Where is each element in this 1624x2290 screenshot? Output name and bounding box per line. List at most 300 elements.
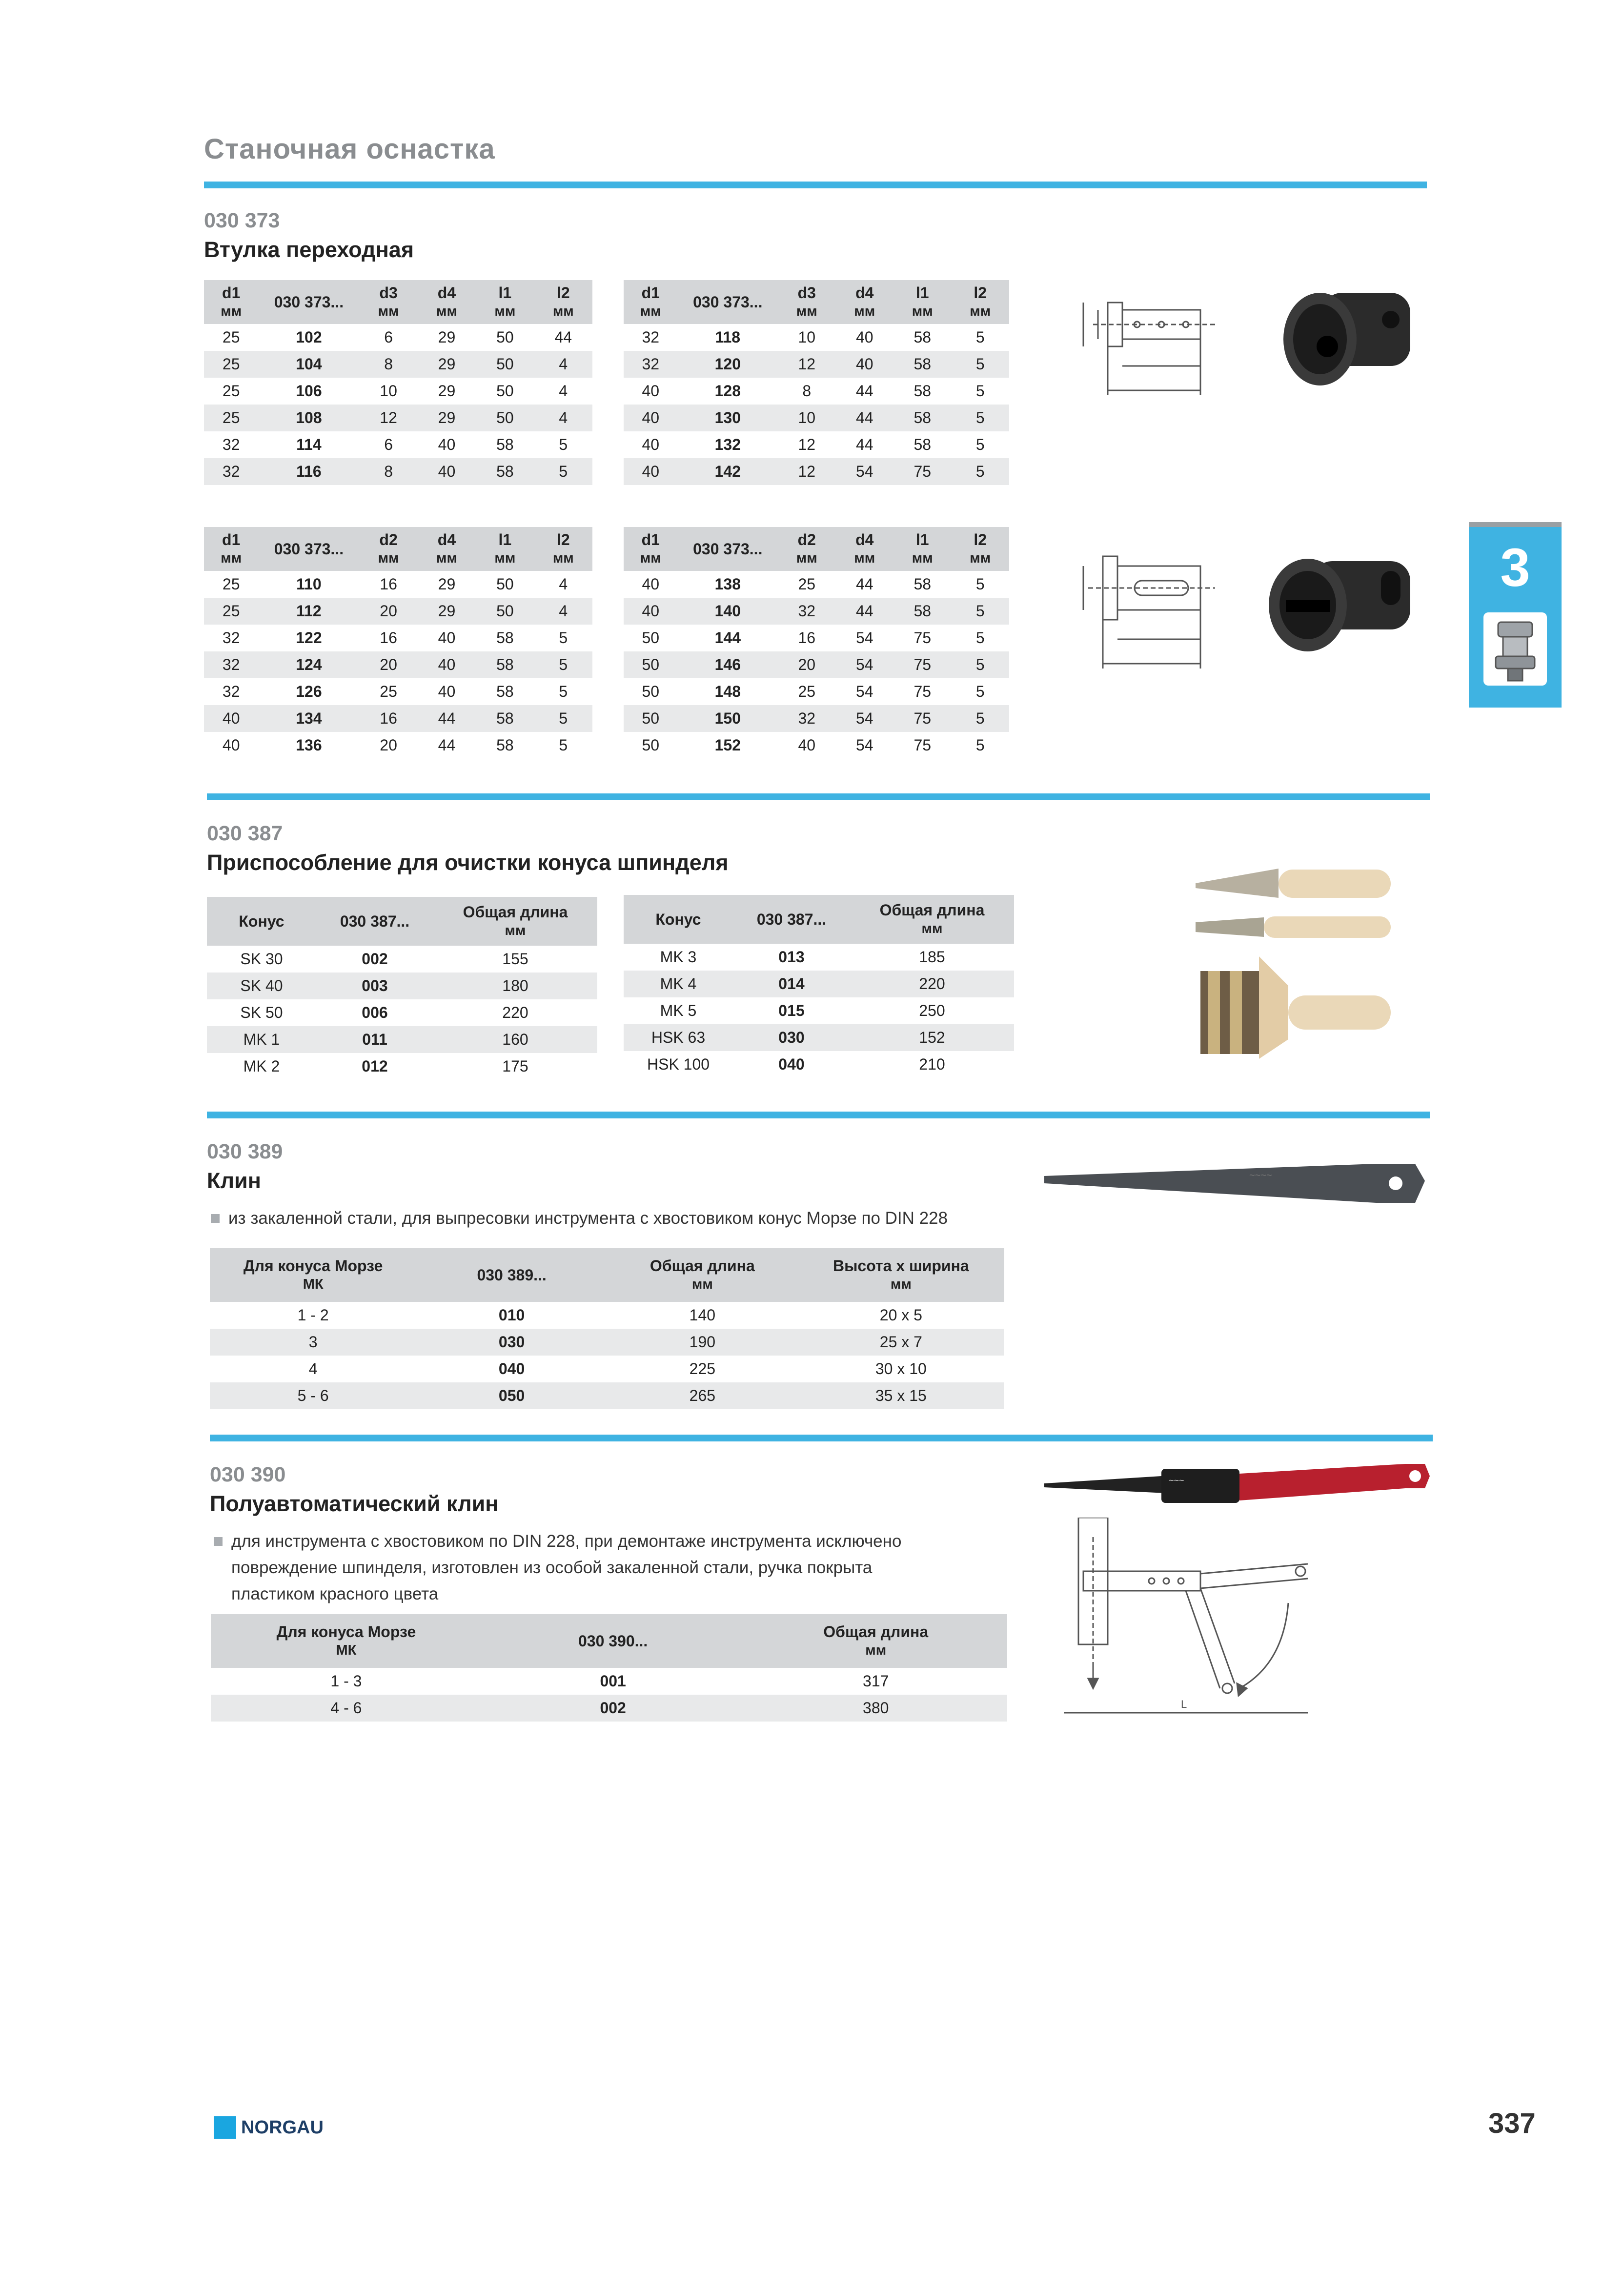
table-cell: 50 [496, 328, 514, 346]
column-header: Конус [624, 895, 733, 944]
table-cell: 010 [498, 1306, 525, 1324]
table-cell: 50 [624, 651, 678, 678]
table-cell: 16 [380, 575, 397, 593]
table-cell: 380 [744, 1695, 1007, 1722]
semi-auto-drift-drawing [1054, 1518, 1322, 1737]
table-cell: 128 [714, 382, 741, 400]
table-cell: 54 [835, 705, 893, 732]
table-cell: 58 [893, 351, 952, 378]
table-cell: 10 [798, 328, 816, 346]
table-cell: 40 [855, 328, 873, 346]
table-cell: 030 [416, 1329, 607, 1356]
chapter-tab-top-rule [1469, 522, 1562, 527]
table-cell: 8 [359, 458, 417, 485]
table-cell: 44 [554, 328, 572, 346]
table-row [624, 431, 1009, 458]
table-cell: 1 - 2 [297, 1306, 329, 1324]
table-cell: 75 [914, 629, 932, 647]
table-cell: 160 [433, 1026, 597, 1053]
sleeve-drawing-2 [1049, 542, 1225, 693]
table-cell: 5 [534, 458, 592, 485]
column-header: d4 мм [418, 280, 476, 324]
section-390-desc-1: для инструмента с хвостовиком по DIN 228, при демонтаже инструмента исключено [231, 1532, 902, 1551]
table-cell: 220 [502, 1004, 528, 1021]
table-row [624, 732, 1009, 759]
table-cell: 5 [951, 651, 1009, 678]
section-390-name: Полуавтоматический клин [210, 1491, 499, 1516]
table-cell: 4 [559, 382, 568, 400]
column-header: d4 мм [835, 527, 893, 571]
table-cell: 102 [296, 328, 322, 346]
table-cell: 136 [296, 736, 322, 754]
table-cell: 40 [418, 458, 476, 485]
sleeve-table-4 [624, 527, 1009, 759]
column-header: l2 мм [951, 527, 1009, 571]
table-cell: 50 [476, 598, 534, 625]
table-cell: 25 [204, 351, 258, 378]
table-cell: MK 5 [660, 1002, 697, 1019]
table-row [211, 1668, 1007, 1695]
table-cell: 12 [778, 458, 836, 485]
table-cell: 5 - 6 [210, 1382, 416, 1409]
table-cell: 144 [714, 629, 741, 647]
section-390-code: 030 390 [210, 1463, 286, 1486]
table-cell: 58 [914, 328, 932, 346]
table-cell: 25 [222, 382, 240, 400]
column-header: d3 мм [778, 280, 836, 324]
table-cell: 4 [534, 598, 592, 625]
column-header: l2 мм [951, 280, 1009, 324]
section-389-desc: из закаленной стали, для выпресовки инструмента с хвостовиком конус Морзе по DIN 228 [228, 1209, 948, 1228]
table-cell: 5 [534, 651, 592, 678]
table-cell: SK 30 [240, 950, 283, 968]
section-390-desc-3: пластиком красного цвета [231, 1584, 439, 1603]
column-header: d3 мм [359, 280, 417, 324]
table-cell: 16 [380, 629, 397, 647]
table-cell: 5 [951, 458, 1009, 485]
table-cell: 5 [975, 629, 985, 647]
table-cell: 001 [600, 1672, 626, 1690]
table-cell: 4 [559, 575, 568, 593]
column-header: l1 мм [476, 280, 534, 324]
sleeve-drawing-1 [1064, 273, 1225, 425]
table-cell: 4 [534, 405, 592, 431]
table-cell: 250 [919, 1002, 945, 1019]
table-cell: 150 [678, 705, 778, 732]
table-cell: 32 [778, 598, 836, 625]
table-cell: 40 [835, 351, 893, 378]
table-cell: 25 [222, 575, 240, 593]
column-header: d1 мм [624, 527, 678, 571]
table-cell: 140 [678, 598, 778, 625]
table-cell: 54 [835, 458, 893, 485]
table-row [624, 1051, 1014, 1078]
table-cell: 317 [863, 1672, 889, 1690]
table-cell: 185 [919, 948, 945, 966]
table-cell: 16 [798, 629, 816, 647]
table-cell: 50 [496, 382, 514, 400]
column-header: l1 мм [893, 527, 952, 571]
table-cell: 58 [496, 683, 514, 700]
title-rule [204, 182, 1427, 188]
table-cell: 112 [258, 598, 359, 625]
table-cell: 4 [534, 351, 592, 378]
table-cell: 75 [914, 736, 932, 754]
table-cell: 40 [642, 575, 660, 593]
table-cell: 32 [222, 683, 240, 700]
section-373-name: Втулка переходная [204, 237, 414, 262]
table-cell: 013 [778, 948, 805, 966]
table-cell: 50 [476, 351, 534, 378]
table-cell: 030 [733, 1024, 850, 1051]
table-cell: 5 [559, 436, 568, 453]
section-389-name: Клин [207, 1168, 261, 1193]
column-header: d1 мм [624, 280, 678, 324]
table-cell: 210 [919, 1055, 945, 1073]
table-cell: 015 [778, 1002, 805, 1019]
table-cell: 20 [380, 736, 397, 754]
table-cell: HSK 63 [624, 1024, 733, 1051]
table-row [624, 651, 1009, 678]
table-cell: 20 [359, 651, 417, 678]
table-cell: 225 [689, 1360, 716, 1378]
column-header: d4 мм [835, 280, 893, 324]
table-cell: 106 [296, 382, 322, 400]
table-cell: 58 [914, 436, 932, 453]
column-header: Конус [207, 897, 316, 946]
table-cell: 58 [914, 575, 932, 593]
brand-logo[interactable] [214, 2116, 324, 2139]
table-row [204, 458, 592, 485]
table-row [204, 625, 592, 651]
column-header: d2 мм [359, 527, 417, 571]
table-cell: 32 [624, 351, 678, 378]
table-row [624, 997, 1014, 1024]
column-header: 030 373... [678, 280, 778, 324]
table-cell: 126 [296, 683, 322, 700]
bullet-390 [214, 1537, 223, 1546]
table-cell: 5 [951, 598, 1009, 625]
section-rule-390 [210, 1435, 1433, 1441]
table-row [204, 705, 592, 732]
table-cell: 116 [258, 458, 359, 485]
table-cell: 12 [778, 351, 836, 378]
table-row [624, 625, 1009, 651]
table-cell: 75 [893, 705, 952, 732]
table-cell: 5 [975, 436, 985, 453]
table-cell: 012 [362, 1057, 388, 1075]
table-cell: SK 50 [240, 1004, 283, 1021]
section-387-code: 030 387 [207, 822, 283, 845]
table-row [624, 324, 1009, 351]
table-cell: 146 [678, 651, 778, 678]
section-387-name: Приспособление для очистки конуса шпинделя [207, 850, 729, 875]
table-row [204, 651, 592, 678]
column-header: Высота х ширина мм [798, 1248, 1004, 1302]
table-cell: 122 [296, 629, 322, 647]
table-row [207, 973, 597, 999]
table-cell: 40 [438, 629, 456, 647]
table-cell: 220 [850, 971, 1014, 997]
column-header: Для конуса Морзе МК [211, 1614, 482, 1668]
table-cell: 54 [855, 736, 873, 754]
semi-auto-drift-photo [1044, 1454, 1435, 1518]
table-cell: 54 [855, 683, 873, 700]
bullet-389 [211, 1214, 220, 1223]
table-cell: 29 [418, 598, 476, 625]
table-row [624, 705, 1009, 732]
table-row [624, 944, 1014, 971]
svg-text:~~~~: ~~~~ [1249, 1170, 1272, 1181]
tool-holder-icon [1483, 612, 1547, 686]
table-cell: 124 [258, 651, 359, 678]
table-cell: 29 [438, 575, 456, 593]
table-cell: 20 [359, 598, 417, 625]
table-cell: 40 [624, 405, 678, 431]
table-cell: HSK 100 [647, 1055, 710, 1073]
table-cell: 25 [798, 575, 816, 593]
cleaner-table-1 [207, 897, 597, 1080]
table-cell: 134 [258, 705, 359, 732]
table-cell: 014 [733, 971, 850, 997]
table-cell: 58 [476, 651, 534, 678]
table-row [204, 598, 592, 625]
table-row [207, 946, 597, 973]
table-cell: 44 [855, 436, 873, 453]
table-row [207, 1026, 597, 1053]
table-cell: 5 [559, 736, 568, 754]
table-cell: 5 [951, 705, 1009, 732]
table-row [624, 351, 1009, 378]
column-header: d1 мм [204, 280, 258, 324]
table-cell: 32 [204, 651, 258, 678]
table-cell: 6 [384, 328, 393, 346]
brand-square-icon [214, 2116, 236, 2139]
table-cell: 29 [438, 382, 456, 400]
column-header: 030 389... [416, 1248, 607, 1302]
table-row [210, 1302, 1004, 1329]
table-cell: 8 [802, 382, 812, 400]
column-header: l2 мм [534, 527, 592, 571]
table-cell: 54 [855, 629, 873, 647]
table-cell: 44 [855, 575, 873, 593]
column-header: d4 мм [418, 527, 476, 571]
table-cell: 58 [496, 736, 514, 754]
column-header: 030 373... [258, 280, 359, 324]
table-cell: 32 [642, 328, 660, 346]
table-cell: 5 [559, 683, 568, 700]
page-number: 337 [1488, 2108, 1536, 2139]
table-cell: 011 [316, 1026, 433, 1053]
table-cell: 25 [204, 598, 258, 625]
column-header: Общая длина мм [433, 897, 597, 946]
section-373-code: 030 373 [204, 209, 280, 232]
table-cell: 58 [476, 705, 534, 732]
table-cell: 10 [778, 405, 836, 431]
table-row [204, 351, 592, 378]
table-cell: 44 [438, 736, 456, 754]
table-cell: 58 [914, 382, 932, 400]
table-cell: 5 [951, 405, 1009, 431]
table-cell: 32 [222, 436, 240, 453]
table-row [210, 1329, 1004, 1356]
sleeve-photo-1 [1269, 273, 1415, 400]
table-cell: 50 [642, 629, 660, 647]
table-cell: 12 [798, 436, 816, 453]
svg-text:~~~: ~~~ [1169, 1476, 1184, 1485]
table-cell: 152 [714, 736, 741, 754]
column-header: 030 373... [258, 527, 359, 571]
table-cell: 5 [975, 382, 985, 400]
table-cell: MK 3 [660, 948, 697, 966]
drawing-length-label: L [1181, 1698, 1187, 1710]
column-header: d2 мм [778, 527, 836, 571]
table-cell: 50 [496, 575, 514, 593]
column-header: Общая длина мм [850, 895, 1014, 944]
table-cell: 050 [416, 1382, 607, 1409]
table-cell: SK 40 [207, 973, 316, 999]
table-cell: 040 [778, 1055, 805, 1073]
section-390-desc-2: повреждение шпинделя, изготовлен из особой закаленной стали, ручка покрыта [231, 1558, 873, 1577]
table-row [207, 999, 597, 1026]
table-cell: 002 [482, 1695, 745, 1722]
table-cell: 155 [502, 950, 528, 968]
table-cell: 5 [975, 736, 985, 754]
table-cell: 5 [534, 705, 592, 732]
table-cell: 040 [498, 1360, 525, 1378]
table-row [624, 1024, 1014, 1051]
table-cell: 32 [222, 629, 240, 647]
column-header: l1 мм [893, 280, 952, 324]
table-cell: MK 2 [243, 1057, 280, 1075]
table-row [624, 571, 1009, 598]
table-row [624, 678, 1009, 705]
table-cell: 104 [258, 351, 359, 378]
table-cell: 58 [476, 458, 534, 485]
table-row [624, 378, 1009, 405]
column-header: l2 мм [534, 280, 592, 324]
table-cell: 58 [496, 436, 514, 453]
drift-table [210, 1248, 1004, 1409]
table-row [204, 571, 592, 598]
table-row [210, 1356, 1004, 1382]
table-cell: 40 [798, 736, 816, 754]
table-cell: 29 [438, 328, 456, 346]
table-cell: 138 [714, 575, 741, 593]
column-header: 030 390... [482, 1614, 745, 1668]
table-cell: 40 [438, 683, 456, 700]
column-header: 030 373... [678, 527, 778, 571]
table-cell: 29 [418, 351, 476, 378]
table-cell: 190 [607, 1329, 798, 1356]
table-cell: 5 [975, 328, 985, 346]
column-header: 030 387... [733, 895, 850, 944]
table-row [210, 1382, 1004, 1409]
table-cell: 110 [296, 575, 322, 593]
section-rule-389 [207, 1112, 1430, 1118]
table-cell: 5 [975, 575, 985, 593]
table-cell: 114 [296, 436, 322, 453]
chapter-number: 3 [1500, 538, 1530, 598]
table-cell: MK 4 [624, 971, 733, 997]
column-header: l1 мм [476, 527, 534, 571]
sleeve-table-2 [624, 280, 1009, 485]
table-row [204, 678, 592, 705]
table-row [204, 378, 592, 405]
table-cell: 29 [418, 405, 476, 431]
cleaner-table-2 [624, 895, 1014, 1078]
table-cell: 35 x 15 [798, 1382, 1004, 1409]
table-cell: 20 [778, 651, 836, 678]
table-row [624, 405, 1009, 431]
table-cell: 12 [359, 405, 417, 431]
table-cell: 3 [210, 1329, 416, 1356]
table-row [204, 405, 592, 431]
table-cell: 140 [689, 1306, 716, 1324]
cone-cleaner-photos [1191, 859, 1401, 1074]
table-cell: 40 [642, 382, 660, 400]
table-cell: 002 [362, 950, 388, 968]
table-cell: 44 [835, 405, 893, 431]
table-cell: 50 [624, 705, 678, 732]
column-header: Для конуса Морзе МК [210, 1248, 416, 1302]
table-cell: 40 [624, 598, 678, 625]
table-cell: 50 [642, 683, 660, 700]
table-cell: 265 [607, 1382, 798, 1409]
table-cell: 4 [308, 1360, 318, 1378]
table-cell: 40 [642, 436, 660, 453]
table-cell: 30 x 10 [875, 1360, 927, 1378]
table-cell: 75 [893, 651, 952, 678]
page-title: Станочная оснастка [204, 133, 495, 165]
sleeve-photo-2 [1259, 542, 1415, 669]
table-cell: 25 [380, 683, 397, 700]
column-header: Общая длина мм [607, 1248, 798, 1302]
table-row [204, 324, 592, 351]
table-cell: 10 [380, 382, 397, 400]
table-cell: 44 [855, 382, 873, 400]
sleeve-table-1 [204, 280, 592, 485]
table-row [624, 598, 1009, 625]
table-cell: 1 - 3 [330, 1672, 362, 1690]
table-cell: 8 [359, 351, 417, 378]
table-cell: 130 [678, 405, 778, 431]
table-cell: 108 [258, 405, 359, 431]
table-row [624, 458, 1009, 485]
table-cell: 16 [359, 705, 417, 732]
table-cell: 180 [433, 973, 597, 999]
table-cell: 132 [714, 436, 741, 453]
table-cell: 120 [678, 351, 778, 378]
table-cell: 40 [204, 705, 258, 732]
column-header: 030 387... [316, 897, 433, 946]
table-cell: 58 [496, 629, 514, 647]
table-row [207, 1053, 597, 1080]
table-cell: 5 [559, 629, 568, 647]
table-cell: 148 [714, 683, 741, 700]
table-cell: 5 [975, 683, 985, 700]
table-cell: 58 [893, 598, 952, 625]
column-header: d1 мм [204, 527, 258, 571]
table-cell: 25 x 7 [798, 1329, 1004, 1356]
table-cell: 20 x 5 [879, 1306, 922, 1324]
table-cell: 58 [893, 405, 952, 431]
semi-auto-drift-table [211, 1614, 1007, 1722]
table-cell: 006 [362, 1004, 388, 1021]
table-cell: 25 [204, 405, 258, 431]
table-cell: 175 [502, 1057, 528, 1075]
drift-photo [1044, 1161, 1430, 1215]
